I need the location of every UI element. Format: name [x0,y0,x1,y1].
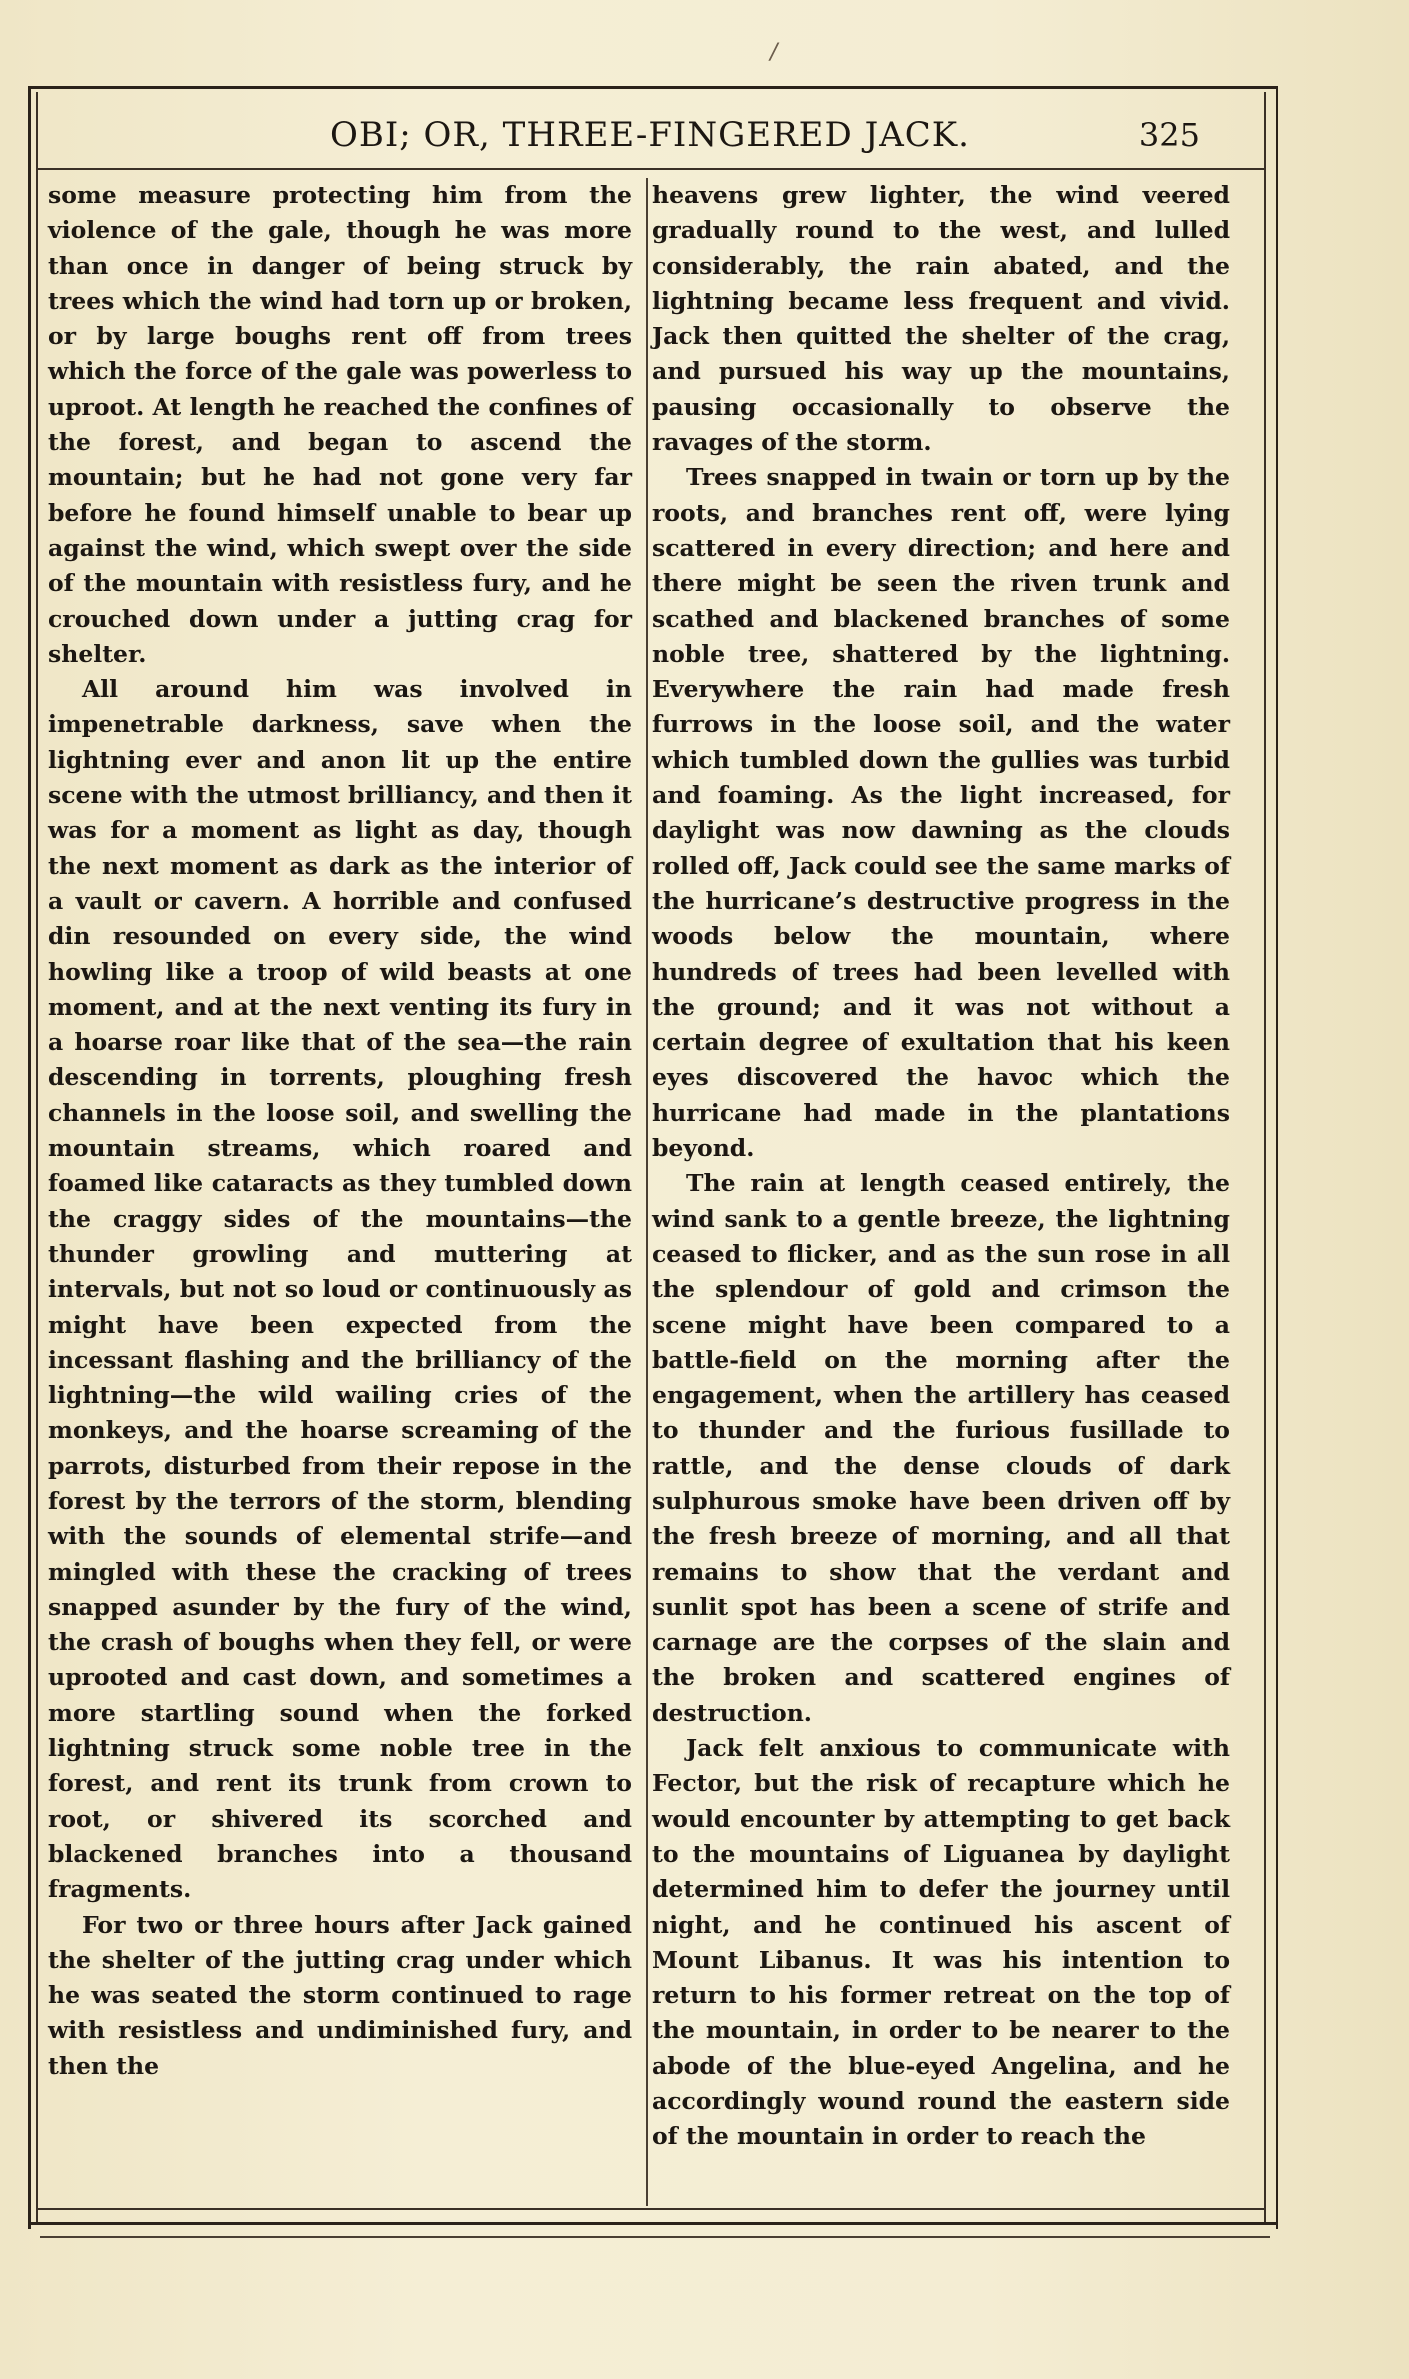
frame-bottom-rule-secondary [40,2236,1270,2238]
pen-mark: / [770,40,778,65]
frame-bottom-rule [28,2222,1278,2225]
left-paragraph-1: some measure protecting him from the violence of the gale, though he was more than once in danger of being struck by trees which the wind had torn up or broken, or by large boughs rent off from trees which the force of the gale was powerless to uproot. At length he reached the confines of the forest, and began to ascend the mountain; but he had not gone very far before he found himself unable to bear up against the wind, which swept over the side of the mountain with resistless fury, and he crouched down under a jutting crag for shelter. [48,181,632,668]
right-paragraph-2: Trees snapped in twain or torn up by the roots, and branches rent off, were lying scattered in every direction; and here and there might be seen the riven trunk and scathed and blackened branches of some noble tree, shattered by the lightning. Everywhere the rain had made fresh furrows in the loose soil, and the water which tumbled down the gullies was turbid and foaming. As the light increased, for daylight was now dawning as the clouds rolled off, Jack could see the same marks of the hurricane’s destructive progress in the woods below the mountain, where hundreds of trees had been levelled with the ground; and it was not without a certain degree of exultation that his keen eyes discovered the havoc which the hurricane had made in the plantations beyond. [652,463,1230,1163]
column-divider [646,178,648,2206]
page-header [60,108,1240,162]
right-paragraph-1: heavens grew lighter, the wind veered gradually round to the west, and lulled considerably, the rain abated, and the lightning became less frequent and vivid. Jack then quitted the shelter of the crag, and pursued his way up the mountains, pausing occasionally to observe the ravages of the storm. [652,181,1230,457]
left-paragraph-3: For two or three hours after Jack gained the shelter of the jutting crag under which he was seated the storm continued to rage with resistless and undiminished fury, and then the [48,1910,632,2080]
left-column [48,178,632,2084]
right-paragraph-3: The rain at length ceased entirely, the wind sank to a gentle breeze, the lightning ceased to flicker, and as the sun rose in all the splendour of gold and crimson the scene might have been compared to a battle-field on the morning after the engagement, when the artillery has ceased to thunder and the furious fusillade to rattle, and the dense clouds of dark sulphurous smoke have been driven off by the fresh breeze of morning, and all that remains to show that the verdant and sunlit spot has been a scene of strife and carnage are the corpses of the slain and the broken and scattered engines of destruction. [652,1169,1230,1727]
header-rule [38,168,1264,170]
page-number: 325 [1138,116,1200,154]
frame-inner-left-rule [36,92,38,2222]
footer-rule [38,2208,1264,2210]
running-title: OBI; OR, THREE-FINGERED JACK. [330,115,970,155]
frame-inner-right-rule [1264,92,1266,2222]
left-paragraph-2: All around him was involved in impenetrable darkness, save when the lightning ever and anon lit up the entire scene with the utmost brilliancy, and then it was for a moment as light as day, though the next moment as dark as the interior of a vault or cavern. A horrible and confused din resounded on every side, the wind howling like a troop of wild beasts at one moment, and at the next venting its fury in a hoarse roar like that of the sea—the rain descending in torrents, ploughing fresh channels in the loose soil, and swelling the mountain streams, which roared and foamed like cataracts as they tumbled down the craggy sides of the mountains—the thunder growling and muttering at intervals, but not so loud or continuously as might have been expected from the incessant flashing and the brilliancy of the lightning—the wild wailing cries of the monkeys, and the hoarse screaming of the parrots, disturbed from their repose in the forest by the terrors of the storm, blending with the sounds of elemental strife—and mingled with these the cracking of trees snapped asunder by the fury of the wind, the crash of boughs when they fell, or were uprooted and cast down, and sometimes a more startling sound when the forked lightning struck some noble tree in the forest, and rent its trunk from crown to root, or shivered its scorched and blackened branches into a thousand fragments. [48,675,632,1904]
right-column [652,178,1230,2155]
right-paragraph-4: Jack felt anxious to communicate with Fector, but the risk of recapture which he would encounter by attempting to get back to the mountains of Liguanea by daylight determined him to defer the journey until night, and he continued his ascent of Mount Libanus. It was his intention to return to his former retreat on the top of the mountain, in order to be nearer to the abode of the blue-eyed Angelina, and he accordingly wound round the eastern side of the mountain in order to reach the [652,1734,1230,2151]
